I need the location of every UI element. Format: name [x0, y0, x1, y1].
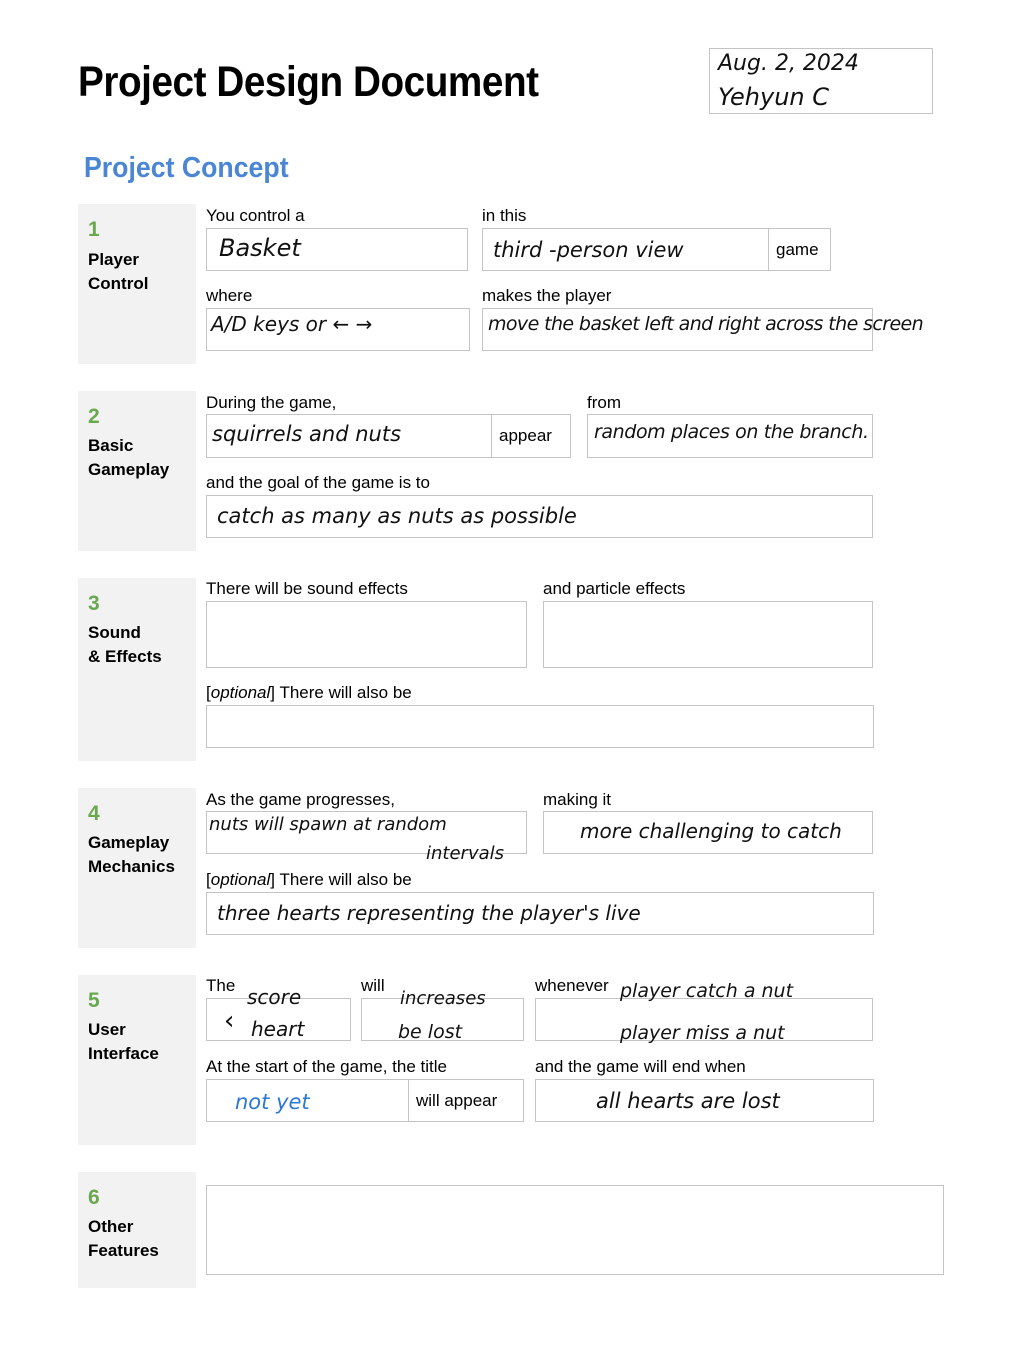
section-5-sidebar [78, 975, 196, 1145]
particle-label: and particle effects [543, 579, 686, 598]
section-1-sidebar [78, 204, 196, 364]
section-3-number: 3 [88, 592, 100, 615]
end-label: and the game will end when [535, 1057, 746, 1076]
sound-also-label: [optional] There will also be [206, 683, 412, 702]
view-answer: third -person view [493, 238, 684, 262]
makes-answer: move the basket left and right across the screen [488, 313, 924, 335]
making-field[interactable] [543, 811, 873, 854]
section-6-name: Other Features [88, 1217, 159, 1260]
during-answer: squirrels and nuts [212, 422, 402, 446]
the-answer-line2: heart [251, 1017, 305, 1041]
control-field[interactable] [206, 228, 468, 271]
where-field[interactable] [206, 308, 470, 351]
the-label: The [206, 976, 236, 995]
whenever-label: whenever [535, 976, 609, 995]
particle-field[interactable] [543, 601, 873, 668]
making-answer: more challenging to catch [580, 819, 842, 843]
progress-answer-line2: intervals [426, 843, 505, 864]
whenever-answer-line1: player catch a nut [620, 980, 794, 1002]
date-author-box[interactable] [709, 48, 933, 114]
section-4-number: 4 [88, 802, 100, 825]
end-field[interactable] [535, 1079, 874, 1122]
section-6-number: 6 [88, 1186, 100, 1209]
section-3-sidebar [78, 578, 196, 761]
will-answer-line1: increases [400, 988, 486, 1009]
also-text: There will also be [275, 870, 412, 889]
section-2-name: Basic Gameplay [88, 436, 170, 479]
document-title: Project Design Document [78, 58, 539, 106]
view-label: in this [482, 206, 527, 225]
date-text: Aug. 2, 2024 [718, 51, 859, 76]
optional-tag: optional [210, 683, 271, 702]
progress-label: As the game progresses, [206, 790, 395, 809]
makes-label: makes the player [482, 286, 612, 305]
making-label: making it [543, 790, 612, 809]
section-2-sidebar [78, 391, 196, 551]
section-4-sidebar [78, 788, 196, 948]
sound-label: There will be sound effects [206, 579, 408, 598]
bracket-mark: ‹ [224, 1006, 235, 1036]
view-field[interactable] [482, 228, 831, 271]
from-answer: random places on the branch. [594, 421, 869, 443]
whenever-answer-line2: player miss a nut [620, 1022, 785, 1044]
section-5-name: User Interface [88, 1020, 159, 1063]
start-field[interactable] [206, 1079, 524, 1122]
section-2-number: 2 [88, 405, 100, 428]
during-label: During the game, [206, 393, 337, 412]
also-text: There will also be [275, 683, 412, 702]
view-suffix: game [768, 229, 830, 270]
mechanics-also-answer: three hearts representing the player's live [217, 901, 641, 925]
appear-suffix: appear [491, 415, 570, 457]
mechanics-also-field[interactable] [206, 892, 874, 935]
section-4-name: Gameplay Mechanics [88, 833, 175, 876]
section-1-name: Player Control [88, 250, 149, 293]
goal-label: and the goal of the game is to [206, 473, 430, 492]
will-appear-suffix: will appear [408, 1080, 523, 1121]
section-3-name: Sound & Effects [88, 623, 162, 666]
will-answer-line2: be lost [398, 1021, 463, 1043]
section-5-number: 5 [88, 989, 100, 1012]
goal-answer: catch as many as nuts as possible [217, 504, 577, 528]
the-answer-line1: score [247, 985, 302, 1009]
will-label: will [361, 976, 385, 995]
sound-also-field[interactable] [206, 705, 874, 748]
mechanics-also-label: [optional] There will also be [206, 870, 412, 889]
section-1-number: 1 [88, 218, 100, 241]
goal-field[interactable] [206, 495, 873, 538]
from-label: from [587, 393, 621, 412]
sound-field[interactable] [206, 601, 527, 668]
author-text: Yehyun C [718, 83, 830, 111]
during-field[interactable] [206, 414, 571, 458]
control-label: You control a [206, 206, 305, 225]
start-label: At the start of the game, the title [206, 1057, 447, 1076]
section-6-sidebar [78, 1172, 196, 1288]
other-features-field[interactable] [206, 1185, 944, 1275]
progress-answer-line1: nuts will spawn at random [209, 814, 447, 835]
section-heading: Project Concept [84, 152, 289, 184]
optional-tag: optional [210, 870, 271, 889]
where-label: where [206, 286, 253, 305]
where-answer: A/D keys or ← → [211, 312, 373, 336]
end-answer: all hearts are lost [596, 1089, 780, 1113]
control-answer: Basket [219, 234, 301, 262]
start-answer: not yet [235, 1090, 310, 1114]
